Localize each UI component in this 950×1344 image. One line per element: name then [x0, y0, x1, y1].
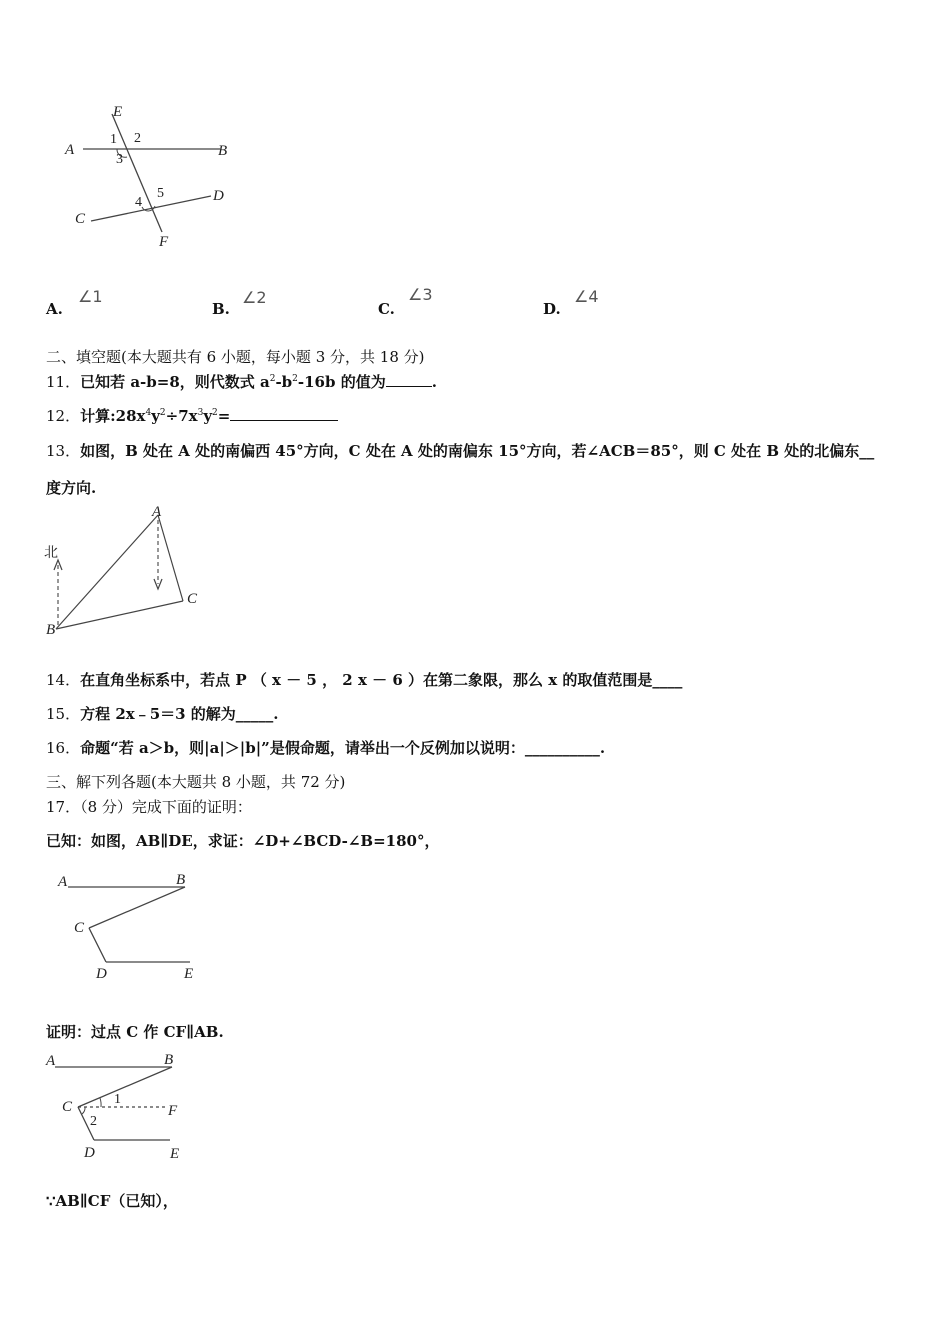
label-d: D: [96, 966, 107, 982]
q12-sup-y2: 2: [159, 408, 166, 418]
angle-label-3: 3: [116, 152, 123, 167]
q11-number: 11．: [46, 373, 81, 391]
proof-step-1: ∵AB∥CF（已知），: [46, 1192, 178, 1210]
q12-sup-x3: 3: [197, 408, 204, 418]
section-2-heading: 二、填空题(本大题共有 6 小题，每小题 3 分，共 18 分): [46, 348, 425, 366]
angle-label-2: 2: [134, 131, 141, 146]
label-c: C: [62, 1099, 73, 1115]
q11-text-b: -b: [275, 373, 293, 391]
q13-number: 13．: [46, 442, 81, 460]
question-17: [46, 796, 252, 817]
q11-answer-blank[interactable]: [386, 372, 432, 387]
option-b-value: ∠2: [242, 288, 267, 307]
label-b: B: [46, 622, 56, 638]
label-f: F: [159, 234, 169, 250]
angle-label-1: 1: [114, 1092, 121, 1107]
q11-text-c: -16b 的值为: [297, 373, 386, 391]
label-d: D: [84, 1145, 95, 1161]
label-b: B: [176, 872, 186, 888]
option-c-value: ∠3: [408, 285, 433, 304]
option-c-letter: C.: [378, 300, 395, 318]
label-c: C: [187, 591, 198, 607]
section-3-heading: 三、解下列各题(本大题共 8 小题，共 72 分): [46, 773, 346, 791]
option-d-value: ∠4: [574, 287, 599, 306]
label-e: E: [184, 966, 194, 982]
option-a-value: ∠1: [78, 287, 103, 306]
segment-bc: [89, 887, 185, 928]
q11-text-d: .: [431, 373, 437, 391]
q14-text: 在直角坐标系中，若点 P （ x － 5 ， 2 x － 6 ）在第二象限，那么 x 的取值范围是____: [80, 671, 683, 689]
q16-text: 命题“若 a＞b，则|a|＞|b|”是假命题，请举出一个反例加以说明：__________.: [80, 739, 606, 757]
angle-label-1: 1: [110, 132, 117, 147]
segment-bc: [56, 601, 183, 629]
q14-number: 14．: [46, 671, 81, 689]
q11-sup-1: 2: [269, 374, 276, 384]
angle-label-4: 4: [135, 195, 142, 210]
angle-arc-1: [100, 1098, 101, 1107]
option-b-letter: B.: [212, 300, 230, 318]
label-north: 北: [44, 546, 58, 561]
label-a: A: [46, 1053, 56, 1069]
q12-sup-x4: 4: [145, 408, 152, 418]
label-a: A: [58, 874, 68, 890]
question-13: [46, 440, 874, 461]
question-14: [46, 669, 682, 690]
figure-proof: [40, 1045, 200, 1165]
q11-sup-2: 2: [292, 374, 298, 384]
q13-line-1: 如图，B 处在 A 处的南偏西 45°方向，C 处在 A 处的南偏东 15°方向，若∠ACB＝85°，则 C 处在 B 处的北偏东__: [80, 442, 875, 460]
q12-text-c: ÷7x: [165, 407, 198, 425]
option-a-letter: A.: [46, 300, 63, 318]
figure-transversal: [55, 100, 255, 255]
figure-direction: [40, 500, 210, 645]
segment-bc: [78, 1067, 172, 1107]
label-a: A: [152, 504, 162, 520]
label-e: E: [113, 104, 123, 120]
label-b: B: [218, 143, 228, 159]
q12-answer-blank[interactable]: [230, 406, 338, 421]
angle-label-2: 2: [90, 1114, 97, 1129]
q12-text-a: 计算:28x: [80, 407, 146, 425]
q12-sup-y2b: 2: [212, 408, 218, 418]
question-16: [46, 737, 605, 758]
line-cd: [91, 196, 211, 221]
q12-text-e: =: [217, 407, 231, 425]
q12-number: 12．: [46, 407, 81, 425]
q17-score: （8 分）完成下面的证明：: [80, 798, 252, 816]
segment-cd: [89, 928, 106, 962]
question-15: [46, 703, 279, 724]
label-f: F: [168, 1103, 178, 1119]
label-a: A: [65, 142, 75, 158]
label-c: C: [75, 211, 86, 227]
label-b: B: [164, 1052, 174, 1068]
figure-abcde: [50, 868, 210, 986]
label-c: C: [74, 920, 85, 936]
angle-label-5: 5: [157, 186, 164, 201]
q17-given: 已知：如图，AB∥DE，求证：∠D+∠BCD-∠B=180°，: [46, 832, 440, 850]
option-d-letter: D.: [543, 300, 561, 318]
q15-number: 15．: [46, 705, 81, 723]
q13-line-2: 度方向.: [46, 479, 97, 497]
segment-ac: [158, 515, 183, 601]
proof-start: 证明：过点 C 作 CF∥AB.: [46, 1023, 224, 1041]
q16-number: 16．: [46, 739, 81, 757]
q17-number: 17．: [46, 798, 81, 816]
label-d: D: [213, 188, 224, 204]
q12-text-d: y: [203, 407, 213, 425]
segment-ab: [56, 515, 158, 629]
angle-arc-2: [82, 1107, 85, 1114]
question-12: [46, 405, 338, 426]
q15-text: 方程 2x﹣5＝3 的解为_____.: [80, 705, 279, 723]
label-e: E: [170, 1146, 180, 1162]
q11-text-a: 已知若 a-b=8，则代数式 a: [80, 373, 270, 391]
question-11: [46, 371, 437, 392]
q12-text-b: y: [151, 407, 160, 425]
